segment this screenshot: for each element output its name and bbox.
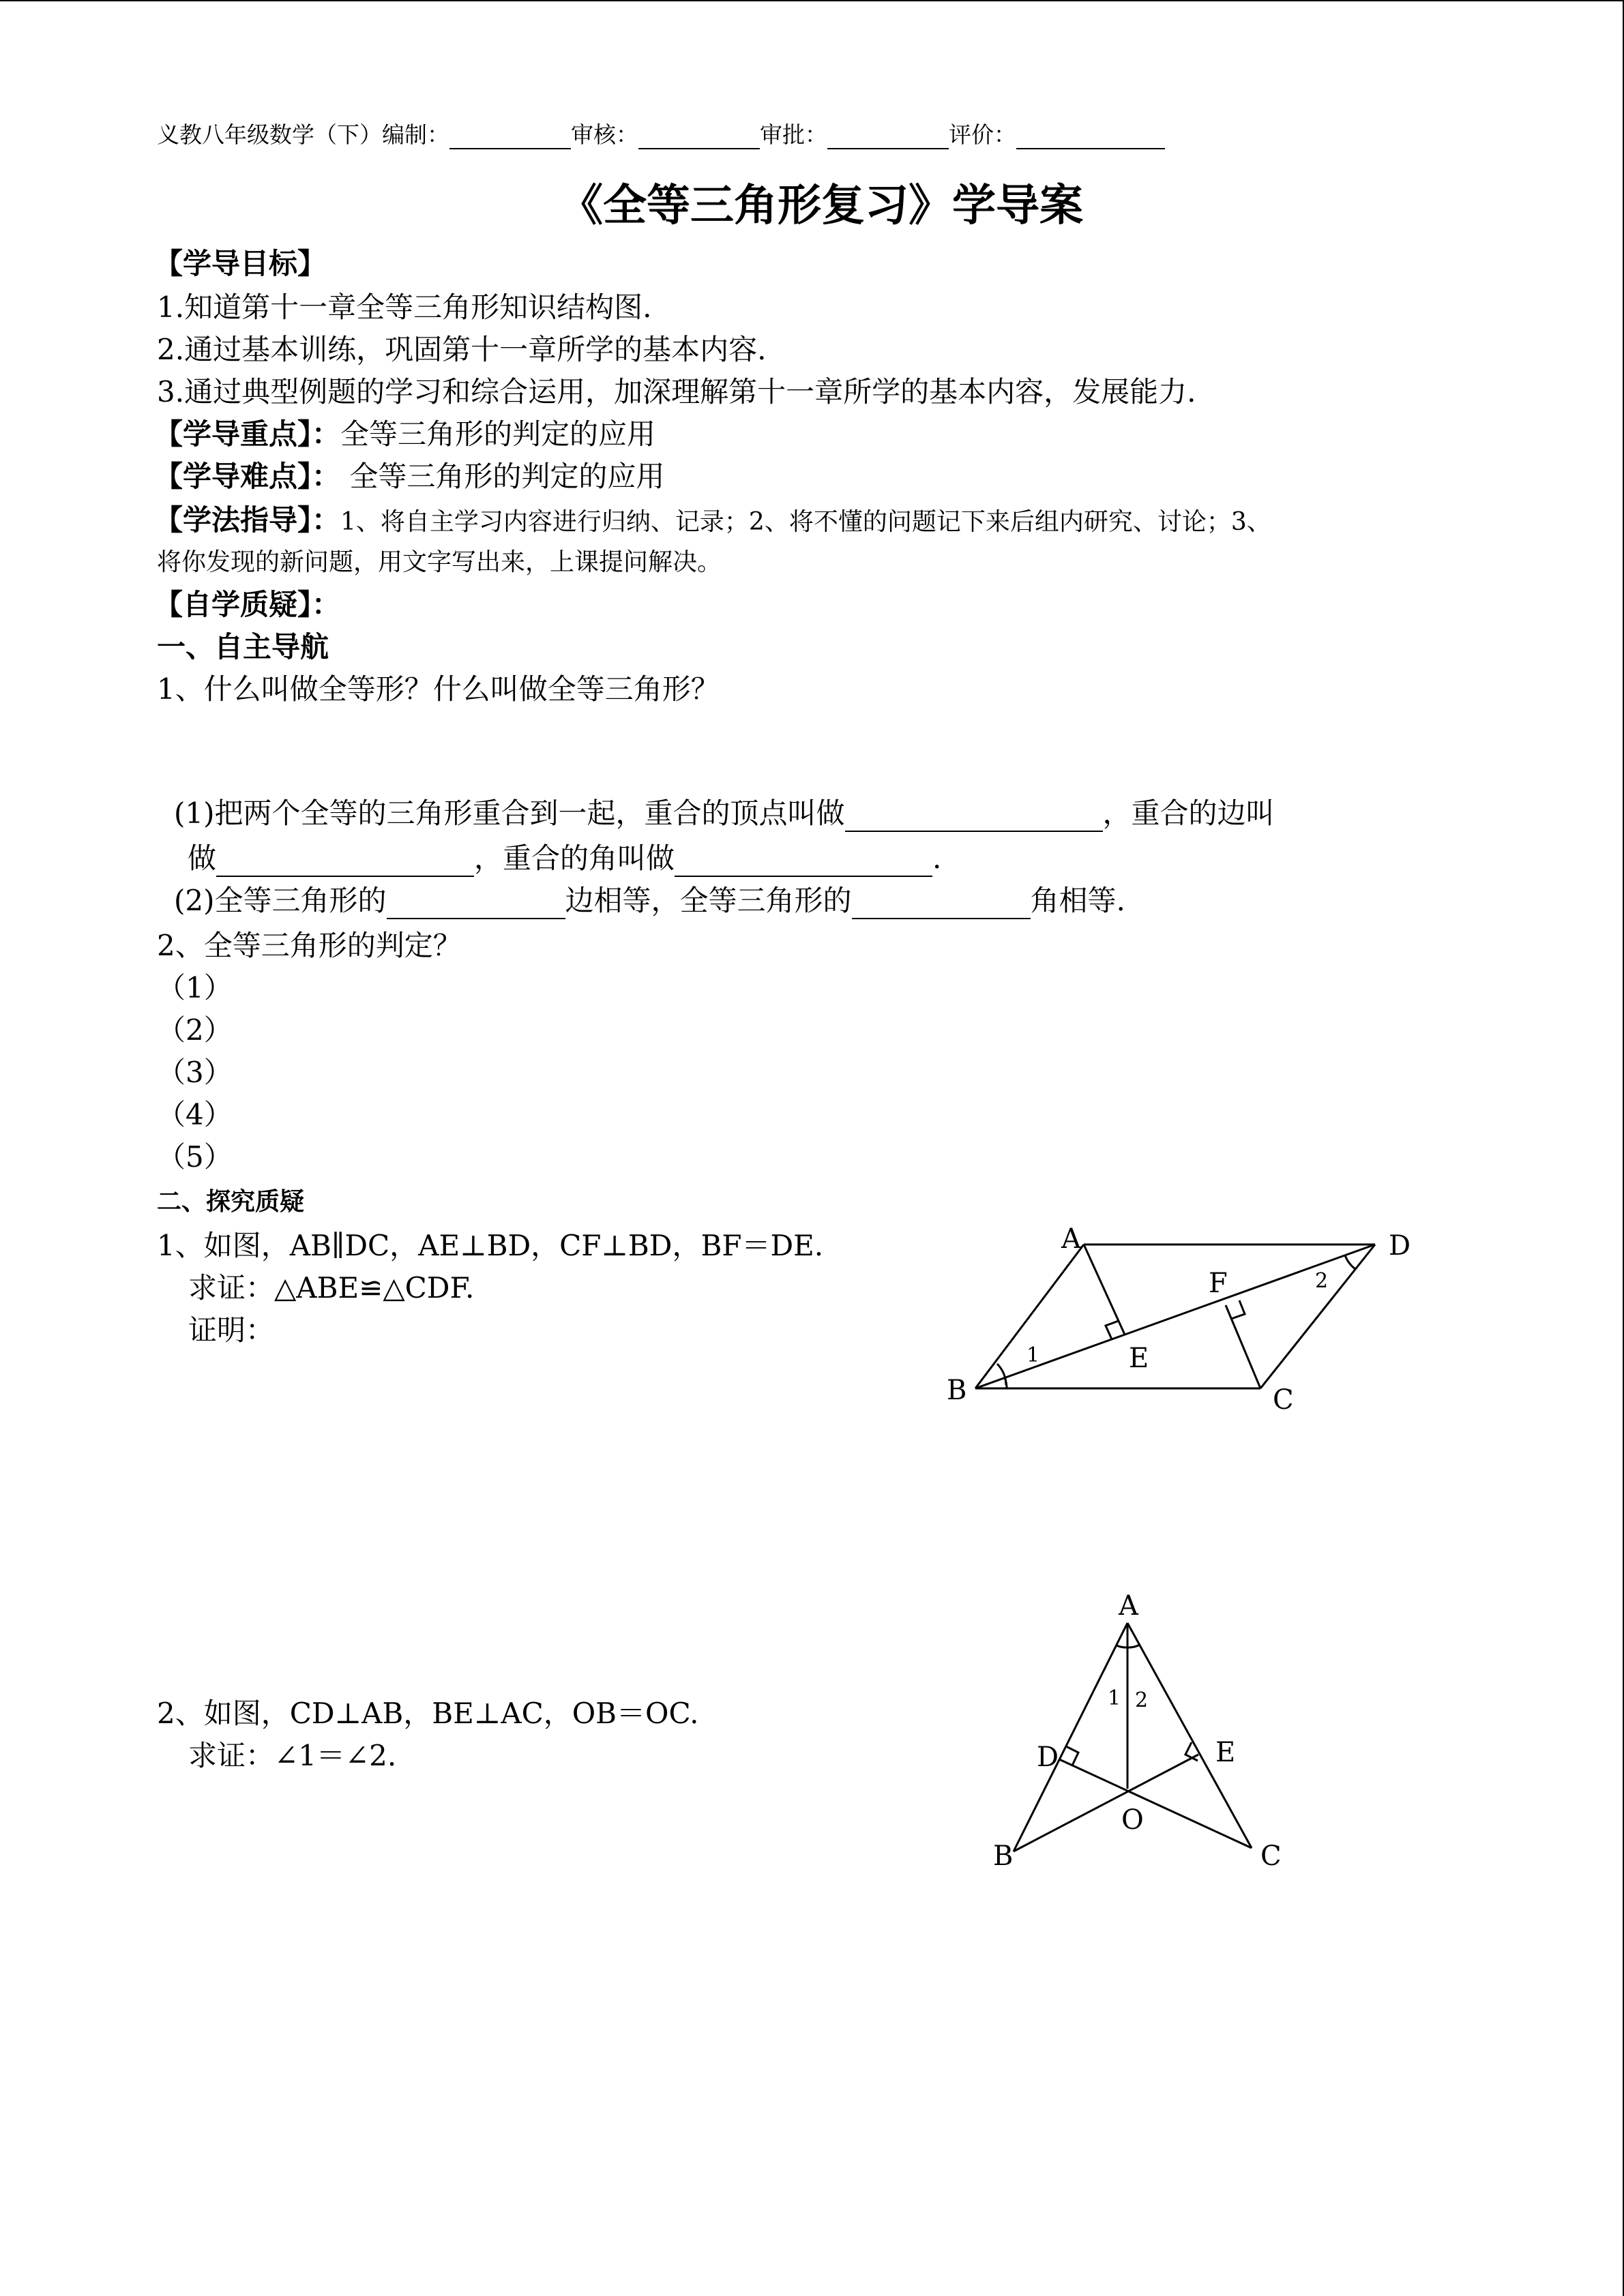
- segment-ac: [1127, 1623, 1252, 1848]
- section2-heading: 二、探究质疑: [157, 1187, 305, 1216]
- segment-cd: [1059, 1759, 1252, 1848]
- criterion-1: （1）: [157, 971, 233, 1004]
- self-study-heading: 【自学质疑】：: [154, 588, 341, 621]
- key-point: [154, 412, 655, 453]
- problem-1-proof-label: 证明：: [188, 1313, 275, 1347]
- section1-heading: 一、自主导航: [157, 630, 329, 664]
- criterion-2: （2）: [157, 1013, 233, 1047]
- goal-item-3: 3.通过典型例题的学习和综合运用，加深理解第十一章所学的基本内容，发展能力.: [157, 375, 1196, 408]
- criterion-4: （4）: [157, 1098, 233, 1131]
- segment-ab: [1014, 1623, 1127, 1851]
- q1-1-text-d: ，重合的角叫做: [474, 841, 675, 875]
- header-approve: 审批：: [760, 121, 827, 148]
- criterion-3: （3）: [157, 1056, 233, 1089]
- question-1-1-line2: [188, 836, 941, 877]
- question-1-1-line1: [174, 791, 1275, 832]
- problem-2-prove: 求证：∠1＝∠2.: [188, 1739, 397, 1772]
- label-d: D: [1389, 1230, 1411, 1262]
- label-a: A: [1119, 1590, 1138, 1622]
- angle-1-arc: [1117, 1645, 1127, 1648]
- corresponding-angle-blank[interactable]: [852, 888, 1031, 919]
- difficulty-text: 全等三角形的判定的应用: [340, 460, 665, 493]
- method-text-1: 1、将自主学习内容进行归纳、记录；2、将不懂的问题记下来后组内研究、讨论；3、: [340, 508, 1271, 536]
- label-o: O: [1121, 1804, 1144, 1836]
- label-b: B: [947, 1375, 967, 1406]
- q1-2-text-a: (2)全等三角形的: [174, 884, 387, 917]
- q1-2-text-b: 边相等，全等三角形的: [565, 884, 852, 917]
- label-d: D: [1037, 1742, 1059, 1773]
- label-angle-1: 1: [1108, 1686, 1121, 1710]
- vertex-blank[interactable]: [845, 801, 1103, 832]
- label-e: E: [1215, 1737, 1236, 1768]
- question-1-2: [174, 878, 1125, 919]
- right-angle-f: [1231, 1300, 1245, 1319]
- label-c: C: [1273, 1384, 1294, 1416]
- goal-item-2: 2.通过基本训练，巩固第十一章所学的基本内容.: [157, 333, 767, 366]
- label-a: A: [1061, 1223, 1081, 1255]
- q1-1-text-e: .: [932, 841, 942, 875]
- label-f: F: [1209, 1268, 1228, 1299]
- corresponding-side-blank[interactable]: [387, 888, 565, 919]
- editor-blank[interactable]: [449, 125, 571, 149]
- difficulty: [154, 454, 664, 495]
- figure-1-parallelogram: [941, 1214, 1419, 1418]
- header-review: 审核：: [571, 121, 638, 148]
- label-angle-2: 2: [1135, 1688, 1149, 1712]
- problem-1-prove: 求证：△ABE≌△CDF.: [188, 1271, 475, 1304]
- goals-heading: 【学导目标】: [154, 247, 327, 280]
- angle-blank[interactable]: [675, 846, 932, 877]
- problem-2-statement: 2、如图，CD⊥AB，BE⊥AC，OB＝OC.: [157, 1697, 699, 1730]
- difficulty-label: 【学导难点】：: [154, 460, 341, 493]
- problem-1-statement: 1、如图，AB∥DC，AE⊥BD，CF⊥BD，BF＝DE.: [157, 1229, 824, 1262]
- angle-2-arc: [1345, 1255, 1355, 1269]
- q1-1-text-a: (1)把两个全等的三角形重合到一起，重合的顶点叫做: [174, 796, 845, 830]
- question-2: 2、全等三角形的判定？: [157, 929, 462, 962]
- label-b: B: [993, 1840, 1014, 1872]
- key-point-label: 【学导重点】：: [154, 417, 341, 451]
- label-angle-2: 2: [1315, 1269, 1329, 1293]
- angle-2-arc: [1127, 1645, 1140, 1648]
- q1-1-text-c: 做: [188, 841, 217, 875]
- figure-2-triangle: [969, 1582, 1310, 1882]
- evaluation-blank[interactable]: [1016, 125, 1165, 149]
- page-border-top: [0, 0, 1624, 1]
- method-text-2: 将你发现的新问题，用文字写出来，上课提问解决。: [157, 548, 722, 576]
- label-c: C: [1260, 1840, 1282, 1872]
- q1-1-text-b: ，重合的边叫: [1102, 796, 1275, 830]
- header-prefix: 义教八年级数学（下）编制：: [157, 121, 449, 148]
- segment-cf: [1226, 1305, 1260, 1388]
- goal-item-1: 1.知道第十一章全等三角形知识结构图.: [157, 290, 652, 324]
- label-angle-1: 1: [1027, 1343, 1040, 1367]
- key-point-text: 全等三角形的判定的应用: [340, 417, 656, 451]
- header-line: [157, 117, 1165, 149]
- q1-2-text-c: 角相等.: [1030, 884, 1125, 917]
- question-1: 1、什么叫做全等形？什么叫做全等三角形？: [157, 672, 720, 706]
- header-evaluate: 评价：: [949, 121, 1016, 148]
- angle-1-arc-b: [997, 1364, 1006, 1385]
- method: [154, 498, 1271, 539]
- label-e: E: [1129, 1343, 1149, 1374]
- reviewer-blank[interactable]: [638, 125, 760, 149]
- side-blank[interactable]: [216, 846, 474, 877]
- method-label: 【学法指导】：: [154, 503, 341, 537]
- approver-blank[interactable]: [827, 125, 949, 149]
- criterion-5: （5）: [157, 1140, 233, 1174]
- page-title: 《全等三角形复习》学导案: [559, 180, 1083, 231]
